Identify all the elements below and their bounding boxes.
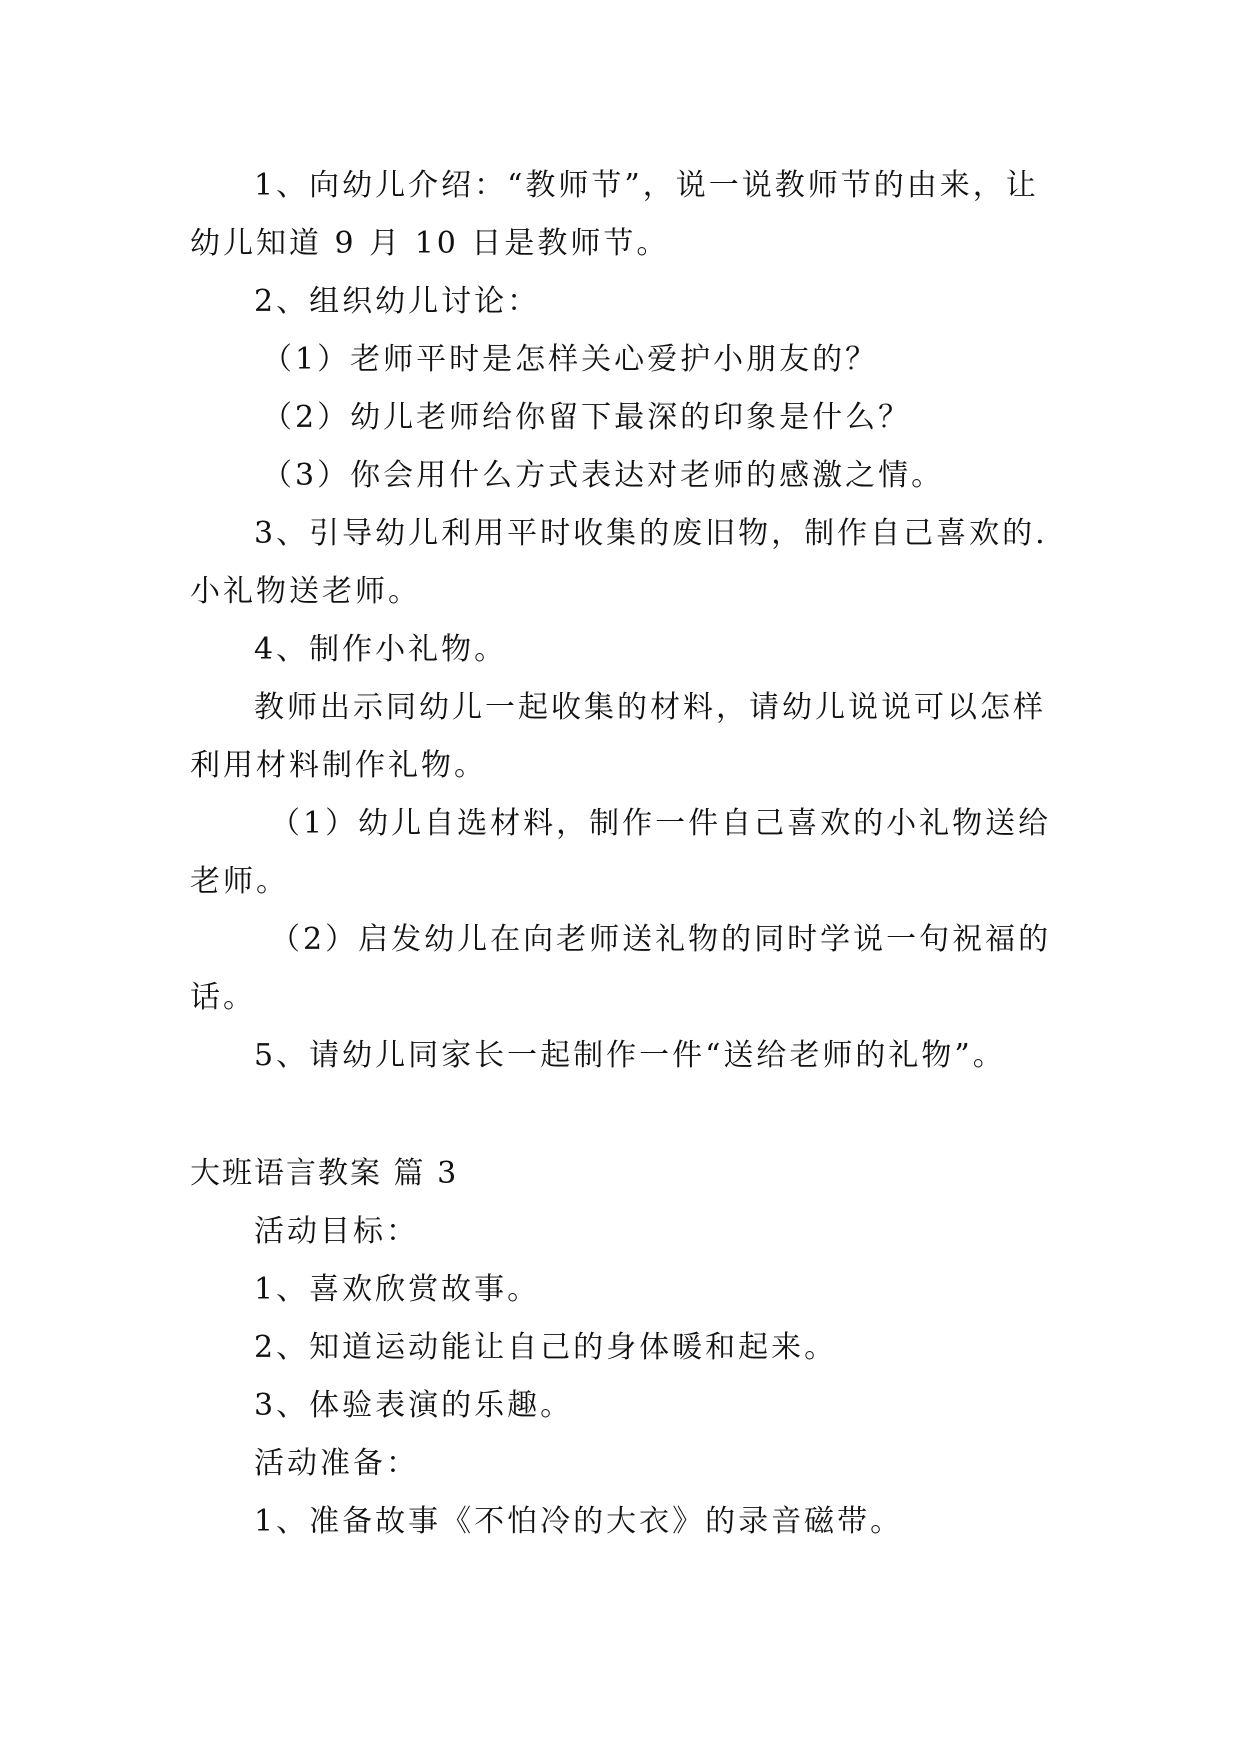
paragraph-line: 幼儿知道 9 月 10 日是教师节。: [190, 226, 670, 261]
paragraph-line: （1）老师平时是怎样关心爱护小朋友的？: [262, 342, 879, 377]
paragraph-line: 活动准备：: [254, 1446, 419, 1481]
paragraph-line: 话。: [190, 980, 256, 1015]
paragraph-line: 2、知道运动能让自己的身体暖和起来。: [254, 1330, 838, 1365]
paragraph-line: 老师。: [190, 864, 289, 899]
paragraph-line: （3）你会用什么方式表达对老师的感激之情。: [262, 458, 945, 493]
paragraph-line: 小礼物送老师。: [190, 574, 421, 609]
paragraph-line: 教师出示同幼儿一起收集的材料，请幼儿说说可以怎样: [254, 690, 1046, 725]
paragraph-line: （1）幼儿自选材料，制作一件自己喜欢的小礼物送给: [270, 806, 1052, 841]
paragraph-line: （2）幼儿老师给你留下最深的印象是什么？: [262, 400, 912, 435]
paragraph-line: 3、引导幼儿利用平时收集的废旧物，制作自己喜欢的.: [254, 516, 1048, 551]
section-heading: 大班语言教案 篇 3: [190, 1156, 459, 1191]
paragraph-line: （2）启发幼儿在向老师送礼物的同时学说一句祝福的: [270, 922, 1052, 957]
paragraph-line: 1、向幼儿介绍：“教师节”，说一说教师节的由来，让: [254, 168, 1039, 203]
paragraph-line: 3、体验表演的乐趣。: [254, 1388, 574, 1423]
paragraph-line: 4、制作小礼物。: [254, 632, 508, 667]
paragraph-line: 2、组织幼儿讨论：: [254, 284, 541, 319]
paragraph-line: 1、喜欢欣赏故事。: [254, 1272, 541, 1307]
paragraph-line: 利用材料制作礼物。: [190, 748, 487, 783]
paragraph-line: 活动目标：: [254, 1214, 419, 1249]
paragraph-line: 5、请幼儿同家长一起制作一件“送给老师的礼物”。: [254, 1038, 1006, 1073]
paragraph-line: 1、准备故事《不怕冷的大衣》的录音磁带。: [254, 1504, 904, 1539]
